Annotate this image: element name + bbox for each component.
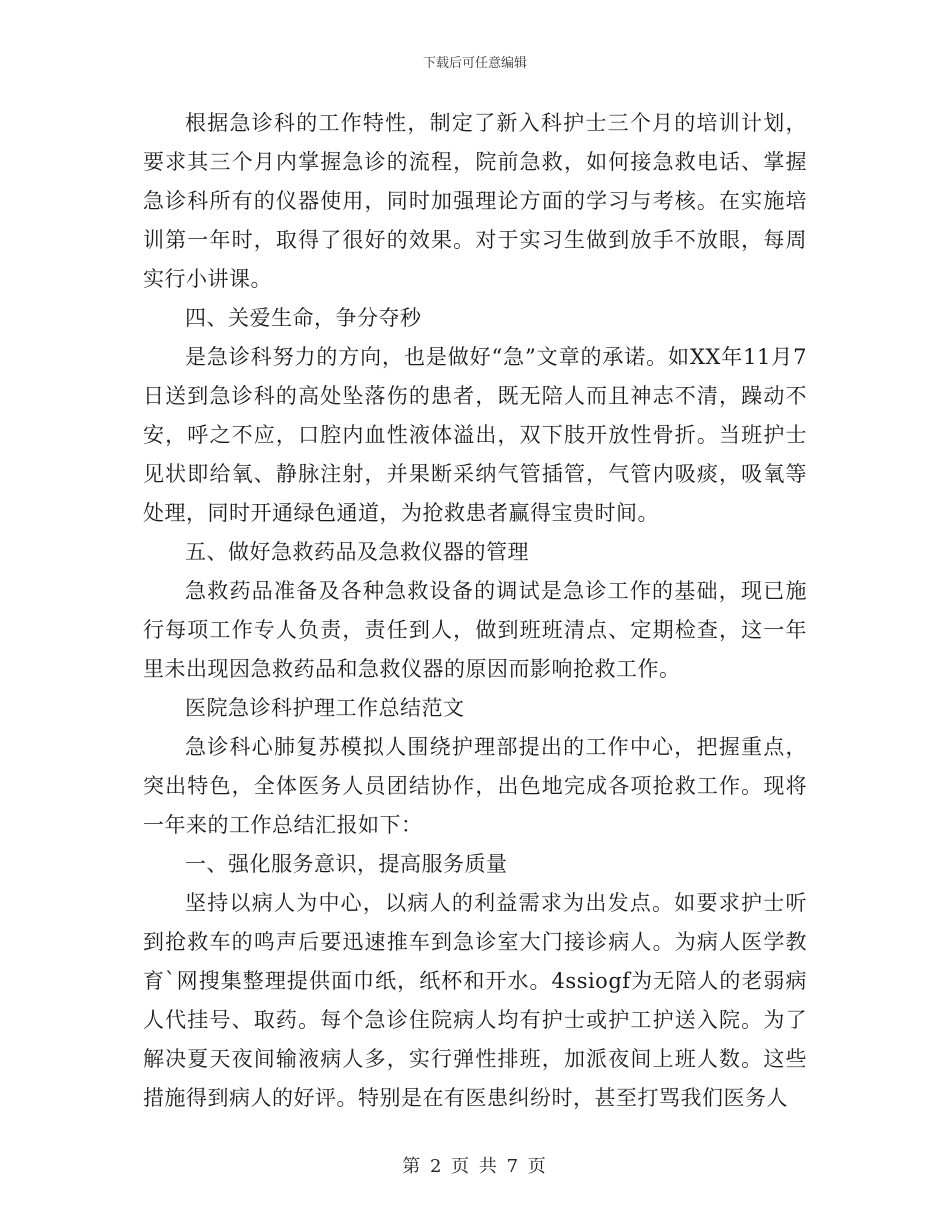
paragraph-rescue-case: 是急诊科努力的方向，也是做好“急”文章的承诺。如XX年11月7日送到急诊科的高处坠落伤的患者，既无陪人而且神志不清，躁动不安，呼之不应，口腔内血性液体溢出，双下肢开放性骨折。当班护士见状即给氧、静脉注射，并果断采纳气管插管，气管内吸痰，吸氧等处理，同时开通绿色通道，为抢救患者赢得宝贵时间。 [143, 345, 807, 525]
paragraph-patient-service: 坚持以病人为中心，以病人的利益需求为出发点。如要求护士听到抢救车的鸣声后要迅速推车到急诊室大门接诊病人。为病人医学教育`网搜集整理提供面巾纸，纸杯和开水。4ssiogf为无陪人的老弱病人代挂号、取药。每个急诊住院病人均有护士或护工护送入院。为了解决夏天夜间输液病人多，实行弹性排班，加派夜间上班人数。这些措施得到病人的好评。特别是在有医患纠纷时，甚至打骂我们医务人 [143, 891, 807, 1110]
page-number: 第 2 页 共 7 页 [402, 1156, 548, 1177]
document-body [143, 104, 807, 1118]
paragraph-training-plan: 根据急诊科的工作特性，制定了新入科护士三个月的培训计划，要求其三个月内掌握急诊的流程，院前急救，如何接急救电话、掌握急诊科所有的仪器使用，同时加强理论方面的学习与考核。在实施培训第一年时，取得了很好的效果。对于实习生做到放手不放眼，每周实行小讲课。 [143, 111, 807, 291]
article-title: 医院急诊科护理工作总结范文 [185, 696, 465, 720]
page-header: 下载后可任意编辑 [422, 56, 527, 71]
section-heading-1: 一、强化服务意识，提高服务质量 [185, 852, 508, 876]
section-heading-5: 五、做好急救药品及急救仪器的管理 [185, 540, 529, 564]
paragraph-drug-management: 急救药品准备及各种急救设备的调试是急诊工作的基础，现已施行每项工作专人负责，责任到人，做到班班清点、定期检查，这一年里未出现因急救药品和急救仪器的原因而影响抢救工作。 [143, 579, 807, 681]
paragraph-intro: 急诊科心肺复苏模拟人围绕护理部提出的工作中心，把握重点，突出特色，全体医务人员团结协作，出色地完成各项抢救工作。现将一年来的工作总结汇报如下： [143, 735, 807, 837]
section-heading-4: 四、关爱生命，争分夺秒 [185, 306, 422, 330]
